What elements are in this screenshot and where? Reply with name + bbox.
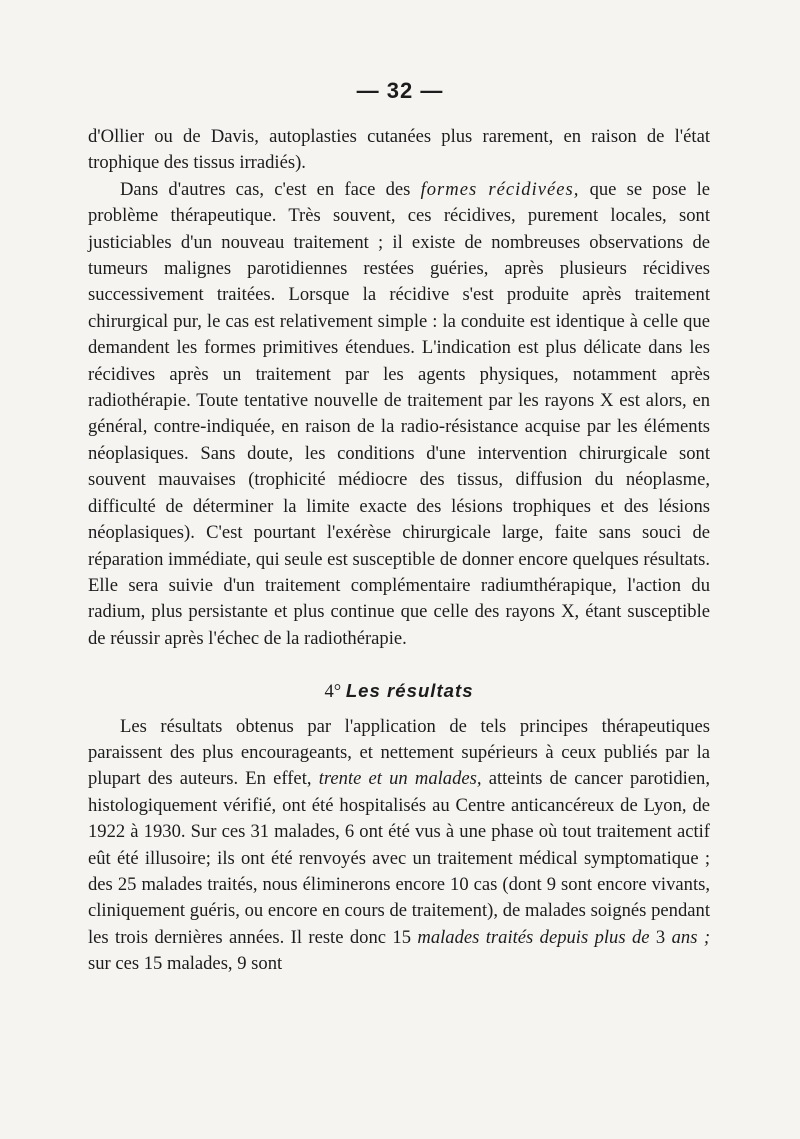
paragraph-3-emphasis-1: trente et un malades, [318,768,482,790]
paragraph-3 [88,714,710,978]
paragraph-2-start: Dans d'autres cas, c'est en face des [120,178,421,200]
page-number: — 32 — [356,78,444,103]
paragraph-2-rest: que se pose le problème thérapeutique. Très souvent, ces récidives, purement locales, sont justiciables d'un nouveau traitement ; il existe de nombreuses observations de tumeurs malignes parotidiennes restées guéries, après plusieurs récidives successivement traitées. Lorsque la récidive s'est produite après traitement chirurgical pur, le cas est relativement simple : la conduite est identique à celle que demandent les formes primitives étendues. L'indication est plus délicate dans les récidives après un traitement par les agents physiques, notamment après radiothérapie. Toute tentative nouvelle de traitement par les rayons X est alors, en général, contre-indiquée, en raison de la radio-résistance acquise par les éléments néoplasiques. Sans doute, les conditions d'une intervention chirurgicale sont souvent mauvaises (trophicité médiocre des tissus, diffusion du néoplasme, difficulté de déterminer la limite exacte des lésions trophiques et des lésions néoplasiques). C'est pourtant l'exérèse chirurgicale large, faite sans souci de réparation immédiate, qui seule est susceptible de donner encore quelques résultats. Elle sera suivie d'un traitement complémentaire radiumthérapique, l'action du radium, plus persistante et plus continue que celle des rayons X, étant susceptible de réussir après l'échec de la radiothérapie. [88,178,711,649]
paragraph-3-middle: atteints de cancer parotidien, histologiquement vérifié, ont été hospitalisés au Centre anticancéreux de Lyon, de 1922 à 1930. Sur ces 31 malades, 6 ont été vus à une phase où tout traitement actif eût été illusoire; ils ont été renvoyés avec un traitement médical symptomatique ; des 25 malades traités, nous éliminerons encore 10 cas (dont 9 sont encore vivants, cliniquement guéris, ou encore en cours de traitement), de malades soignés pendant les trois dernières années. Il reste donc 15 [88,768,711,948]
paragraph-3-end: sur ces 15 malades, 9 sont [88,953,283,975]
paragraph-3-start: Les résultats obtenus par l'application de tels principes thérapeutiques paraissent des plus encourageants, et nettement supérieurs à ceux publiés par la plupart des auteurs. En effet, [88,715,710,790]
body-text [88,124,710,978]
paragraph-3-emphasis-2: malades traités depuis plus de [417,926,650,948]
section-number: 4° [324,681,342,703]
paragraph-3-middle-2: 3 [649,926,672,948]
paragraph-3-emphasis-3: ans ; [671,926,711,948]
paragraph-2-emphasis: formes récidivées, [420,178,580,200]
section-heading [88,678,710,705]
paragraph-1: d'Ollier ou de Davis, autoplasties cutanées plus rarement, en raison de l'état trophique des tissus irradiés). [88,126,710,174]
section-title: Les résultats [345,680,474,702]
paragraph-2 [88,177,710,652]
